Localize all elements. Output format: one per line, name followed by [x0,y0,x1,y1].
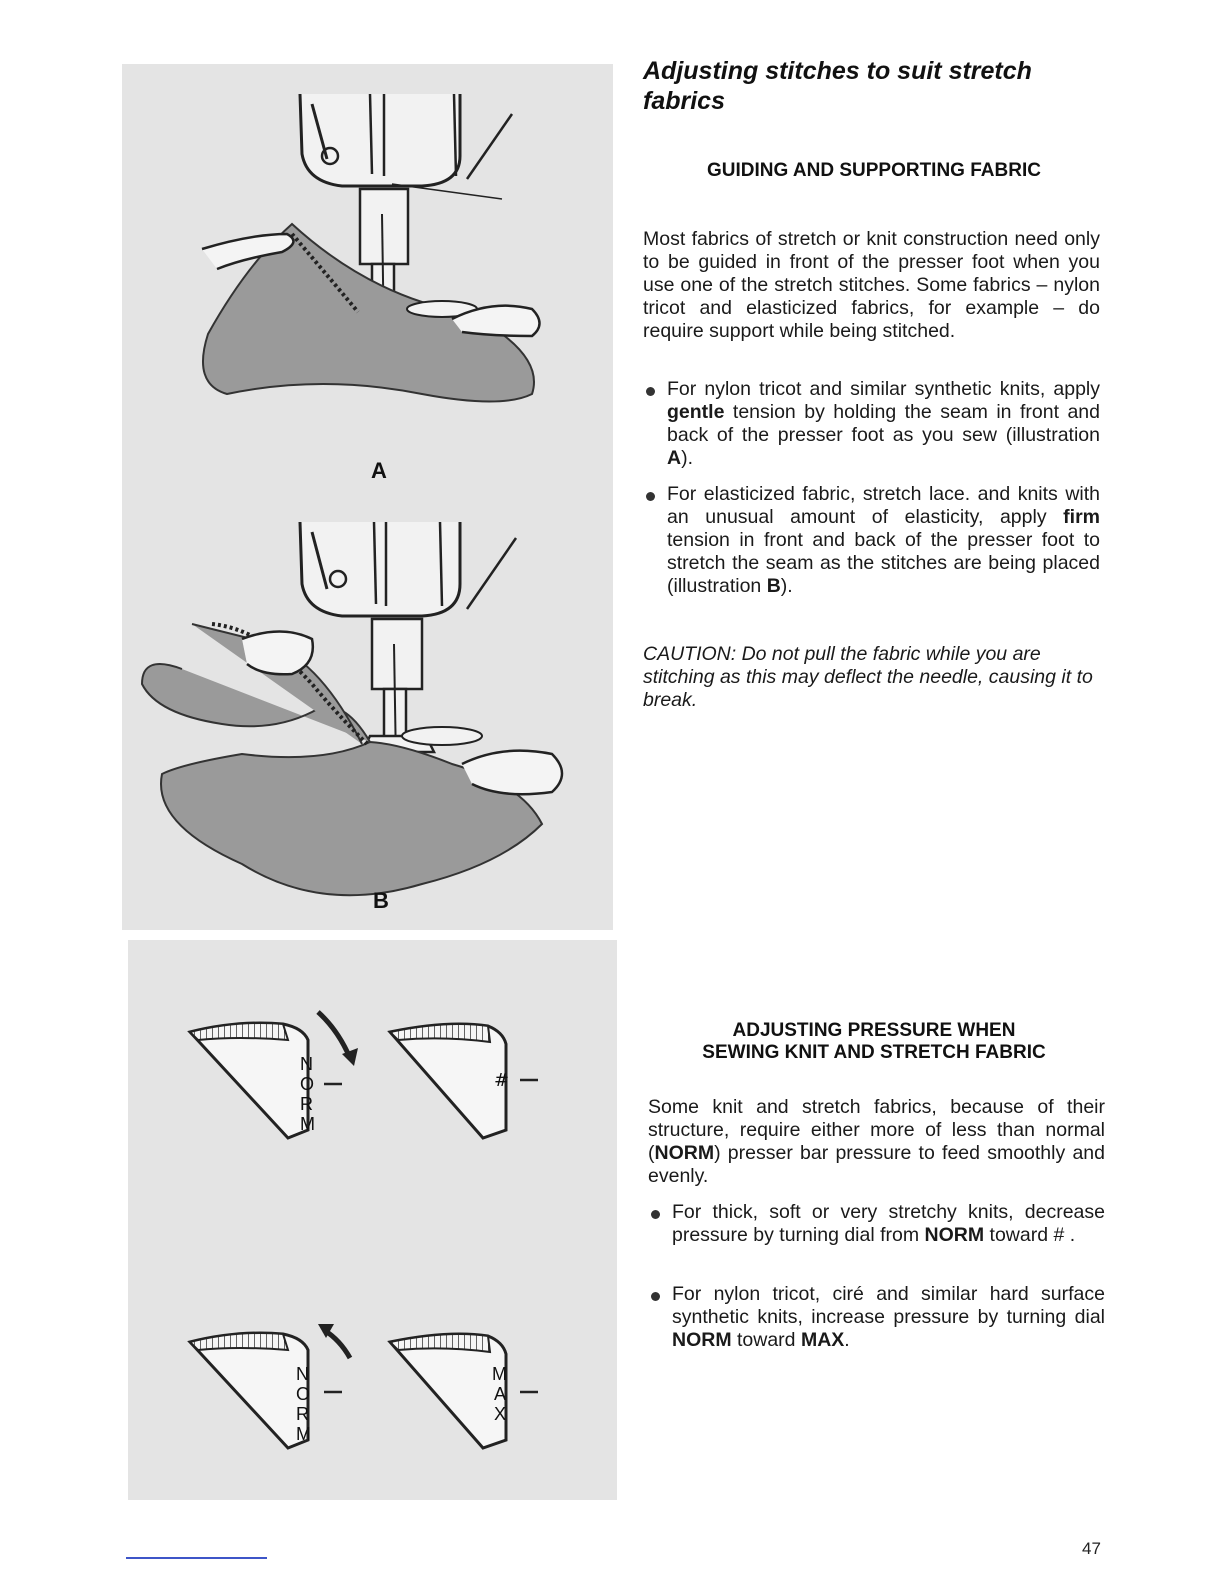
sewing-machine-b-illustration [142,522,562,895]
section1-bullet-1: For nylon tricot and similar synthetic knits, apply gentle tension by holding the seam in front and back of the presser foot as you sew (illustration A). [643,378,1100,470]
illustration-panel-bottom [128,940,617,1500]
dial-max [390,1334,538,1448]
svg-text:N: N [296,1364,309,1384]
dial-norm-decrease [190,1012,358,1138]
bullet-dot-icon [651,1210,660,1219]
svg-text:X: X [494,1404,507,1424]
svg-text:M: M [300,1114,315,1134]
footer-rule [126,1557,267,1559]
illustration-label-b: B [373,888,389,913]
dial-hash-symbol: # [494,1070,510,1091]
dial-norm-text-1: N [300,1054,313,1074]
svg-text:R: R [300,1094,313,1114]
section2-bullet-2: For nylon tricot, ciré and similar hard surface synthetic knits, increase pressure by turning dial NORM toward MAX. [648,1283,1105,1352]
dial-hash [390,1024,538,1138]
svg-text:M: M [492,1364,507,1384]
svg-text:R: R [296,1404,309,1424]
svg-text:M: M [296,1424,311,1444]
bullet-dot-icon [646,492,655,501]
svg-text:O: O [296,1384,311,1404]
bullet-dot-icon [651,1292,660,1301]
sewing-illustrations [122,64,613,930]
sewing-machine-a-illustration [202,94,540,402]
svg-text:O: O [300,1074,315,1094]
svg-text:A: A [494,1384,507,1404]
section1-heading: GUIDING AND SUPPORTING FABRIC [707,160,1041,181]
illustration-panel-top [122,64,613,930]
section1-paragraph: Most fabrics of stretch or knit construction need only to be guided in front of the presser foot when you use one of the stretch stitches. Some fabrics – nylon tricot and elasticized fabrics, for example – do require support while being stitched. [643,228,1100,342]
section2-bullet-1: For thick, soft or very stretchy knits, decrease pressure by turning dial from NORM toward # . [648,1201,1105,1247]
page-title: Adjusting stitches to suit stretch fabrics [643,57,1032,115]
page-number: 47 [1082,1539,1101,1558]
pressure-dial-illustrations [128,940,617,1500]
caution-note: CAUTION: Do not pull the fabric while you are stitching as this may deflect the needle, causing it to break. [643,643,1093,711]
illustration-label-a: A [371,458,387,483]
bullet-dot-icon [646,387,655,396]
section2-heading: ADJUSTING PRESSURE WHEN SEWING KNIT AND STRETCH FABRIC [702,1020,1046,1063]
dial-norm-increase [190,1324,350,1448]
section1-bullet-2: For elasticized fabric, stretch lace. and knits with an unusual amount of elasticity, apply firm tension in front and back of the presser foot to stretch the seam as the stitches are being placed (illustration B). [643,483,1100,598]
section2-paragraph: Some knit and stretch fabrics, because of their structure, require either more of less than normal (NORM) presser bar pressure to feed smoothly and evenly. [648,1096,1105,1187]
hash-symbol-icon: # [1053,1224,1065,1246]
